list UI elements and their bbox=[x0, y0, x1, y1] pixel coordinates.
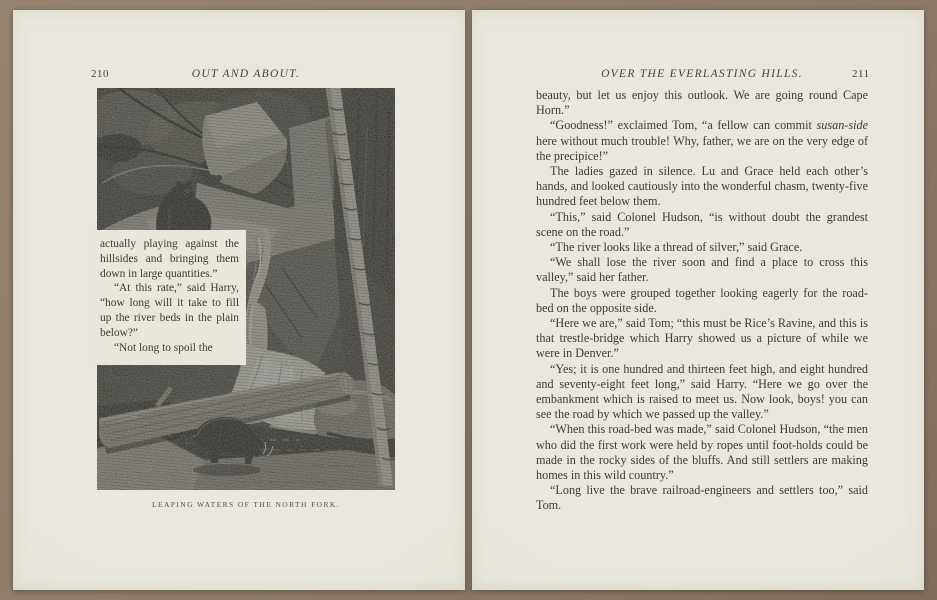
text-segment: “The river looks like a thread of silver,” said Grace. bbox=[550, 240, 803, 255]
paragraph bbox=[536, 286, 868, 316]
text-segment: “Long live the brave railroad-engineers and settlers too,” said Tom. bbox=[536, 483, 868, 513]
paragraph bbox=[536, 483, 868, 513]
paragraph bbox=[536, 240, 868, 255]
paragraph bbox=[536, 164, 868, 210]
paragraph bbox=[536, 88, 868, 118]
left-page bbox=[13, 10, 465, 590]
text-segment: The boys were grouped together looking eagerly for the road-bed on the opposite side. bbox=[536, 285, 868, 315]
text-segment: beauty, but let us enjoy this outlook. We are going round Cape Horn.” bbox=[536, 88, 868, 118]
left-running-head: OUT AND ABOUT. bbox=[191, 68, 301, 80]
text-segment: “Here we are,” said Tom; “this must be Rice’s Ravine, and this is that trestle-bridge which Harry showed us a picture of while we were in Denver.” bbox=[536, 316, 868, 361]
text-segment: here without much trouble! Why, father, we are on the very edge of the precipice!” bbox=[536, 133, 868, 163]
inset-text-box bbox=[93, 230, 246, 365]
body-text-column bbox=[536, 88, 868, 514]
text-segment: “Not long to spoil the bbox=[114, 341, 213, 354]
text-segment: “This,” said Colonel Hudson, “is without doubt the grandest scene on the road.” bbox=[536, 209, 868, 239]
paragraph bbox=[536, 118, 868, 164]
paragraph bbox=[100, 281, 239, 340]
paragraph bbox=[100, 237, 239, 281]
text-segment: actually playing against the hillsides and bringing them down in large quantities.” bbox=[100, 238, 239, 280]
paragraph bbox=[100, 341, 239, 356]
text-segment: “Goodness!” exclaimed Tom, “a fellow can commit bbox=[550, 118, 817, 133]
paragraph bbox=[536, 422, 868, 483]
paragraph bbox=[536, 210, 868, 240]
text-segment: “When this road-bed was made,” said Colonel Hudson, “the men who did the first work were held by ropes until foot-holds could be made in the rocky sides of the bluffs. And still settlers are making homes in this wild country.” bbox=[536, 422, 868, 483]
italic-text-segment: susan-side bbox=[816, 118, 868, 133]
text-segment: The ladies gazed in silence. Lu and Grace held each other’s hands, and looked cautiously into the wonderful chasm, twenty-five hundred feet below them. bbox=[536, 164, 868, 209]
paragraph bbox=[536, 316, 868, 362]
left-page-number: 210 bbox=[91, 68, 109, 80]
text-segment: “We shall lose the river soon and find a place to cross this valley,” said her father. bbox=[536, 255, 868, 285]
figure-caption: LEAPING WATERS OF THE NORTH FORK. bbox=[152, 500, 340, 509]
text-segment: “At this rate,” said Harry, “how long will it take to fill up the river beds in the plain below?” bbox=[100, 282, 239, 339]
paragraph bbox=[536, 255, 868, 285]
right-running-head: OVER THE EVERLASTING HILLS. bbox=[601, 68, 803, 80]
text-segment: “Yes; it is one hundred and thirteen feet high, and eight hundred and seventy-eight feet long,” said Harry. “Here we go over the embankment which is raised to meet us. Now look, boys! you can see the road by which we passed up the valley.” bbox=[536, 361, 868, 422]
right-page bbox=[472, 10, 924, 590]
right-page-number: 211 bbox=[852, 68, 870, 80]
paragraph bbox=[536, 362, 868, 423]
